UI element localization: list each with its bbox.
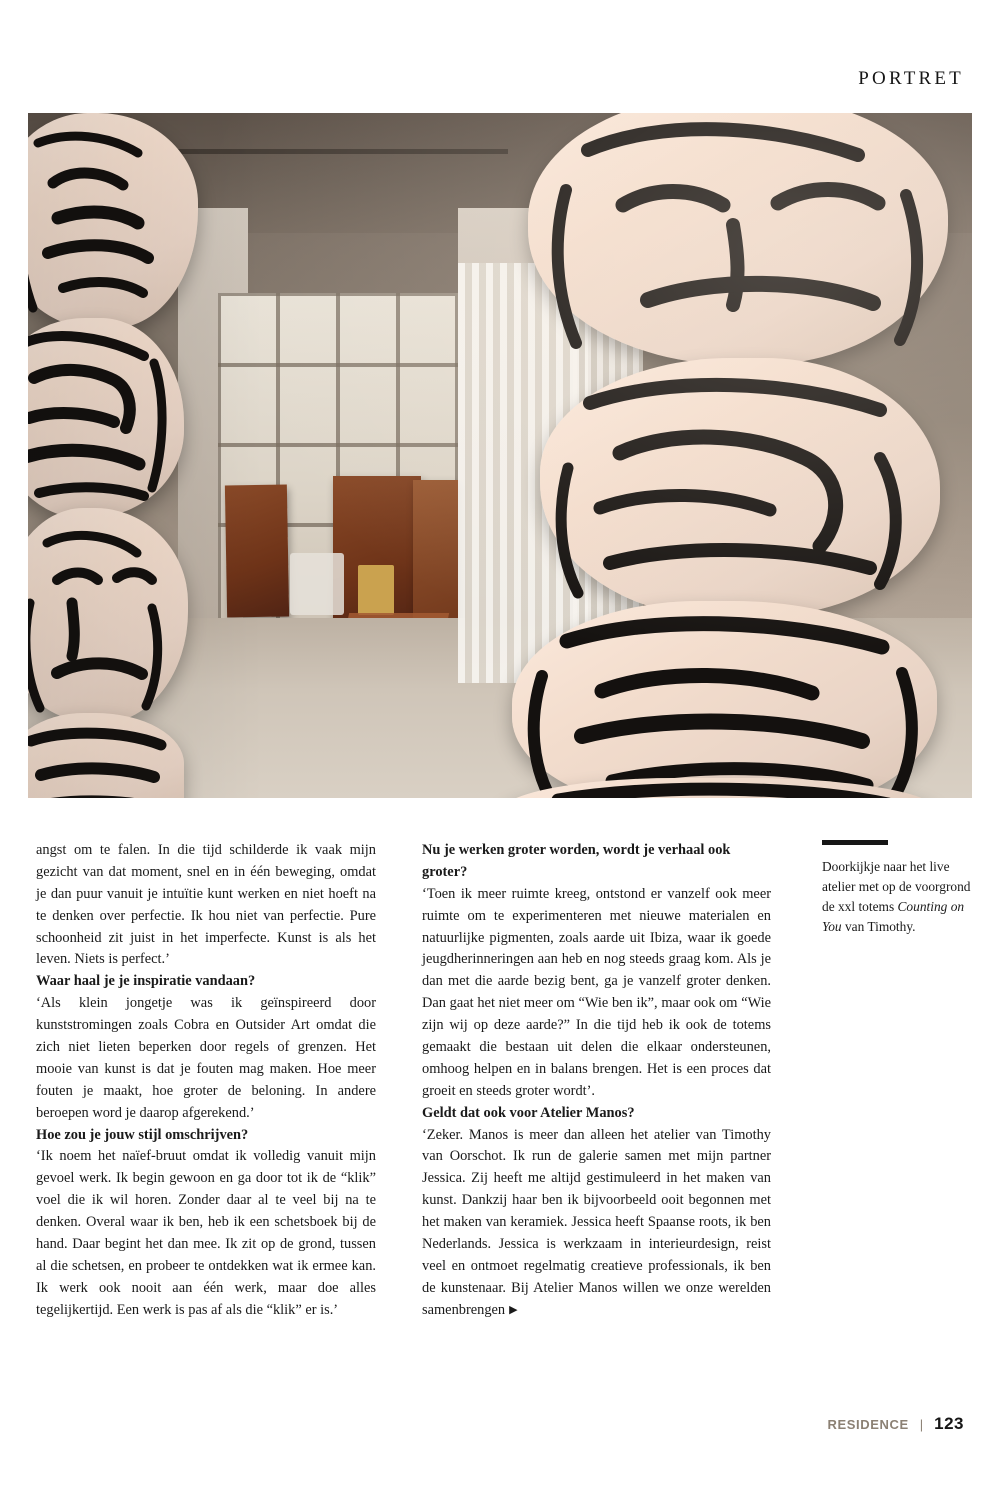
photo-caption-column: [822, 840, 972, 937]
text-column-left: [36, 840, 376, 1322]
page-section-header: PORTRET: [858, 68, 964, 89]
footer-brand: RESIDENCE: [827, 1417, 909, 1432]
answer-paragraph: [422, 1125, 771, 1322]
answer-paragraph: ‘Ik noem het naïef-bruut omdat ik volledig vanuit mijn gevoel werk. Ik begin gewoon en ga door tot ik de “klik” voel die ik wil horen. Zonder daar al te veel bij na te denken. Overal waar ik ben, heb ik een schetsboek bij de hand. Daar begint het dan mee. Ik zit op de grond, tussen al die schetsen, en probeer te ontdekken wat ik ermee kan. Ik werk ook nooit aan één werk, maar doe alles tegelijkertijd. Een werk is pas af als die “klik” er is.’: [36, 1148, 376, 1318]
article-photograph: [28, 113, 972, 798]
question-heading: Nu je werken groter worden, wordt je verhaal ook groter?: [422, 842, 731, 880]
caption-line-1: Doorkijkje naar het live atelier met op de voorgrond de xxl totems: [822, 859, 971, 915]
answer-text: ‘Zeker. Manos is meer dan alleen het atelier van Timothy van Oorschot. Ik run de galerie samen met mijn partner Jessica. Zij heeft me altijd gestimuleerd in het maken van kunst. Dankzij haar ben ik bijvoorbeeld ooit begonnen met het maken van keramiek. Jessica heeft Spaanse roots, ik ben Nederlands. Jessica is werkzaam in interieurdesign, reist veel en ontmoet regelmatig creatieve professionals, ik ben de kunstenaar. Bij Atelier Manos willen we onze werelden samenbrengen: [422, 1126, 771, 1318]
totem-segment: [28, 318, 184, 518]
text-column-middle: [422, 840, 771, 1322]
question-heading: Geldt dat ook voor Atelier Manos?: [422, 1104, 635, 1121]
totem-segment: [512, 601, 937, 798]
answer-paragraph: ‘Toen ik meer ruimte kreeg, ontstond er vanzelf ook meer ruimte om te experimenteren met nieuwe materialen en natuurlijke pigmenten, zoals aarde uit Ibiza, waar ik goede jeugdherinneringen aan heb en nog steeds graag kom. Als je dan met die aarde bezig bent, ga je vanzelf groter denken. Dan gaat het niet meer om “Wie ben ik”, maar ook om “Wie zijn wij op deze aarde?” In die tijd heb ik ook de totems gemaakt die bestaan uit delen die elkaar ondersteunen, omhoog helpen en in balans brengen. Het is een proces dat groeit en steeds groter wordt’.: [422, 885, 771, 1099]
caption-artwork-title: Counting on You: [822, 899, 965, 935]
studio-stool: [358, 565, 394, 615]
answer-paragraph: ‘Als klein jongetje was ik geïnspireerd door kunststromingen zoals Cobra en Outsider Art omdat die zich niet lieten beperken door regels of grenzen. Het mooie van kunst is dat je fouten mag maken. Hoe meer fouten je maakt, hoe groter de beloning. In andere beroepen word je daarop afgerekend.’: [36, 995, 376, 1121]
photo-canvas: [28, 113, 972, 798]
artwork-canvas: [413, 480, 458, 620]
continue-arrow-icon: ▶: [509, 1303, 518, 1316]
caption-rule: [822, 840, 888, 845]
photo-caption: [822, 857, 972, 937]
caption-line-2: van Timothy.: [841, 919, 916, 935]
page-number: 123: [934, 1414, 964, 1433]
totem-base: [498, 778, 938, 798]
totem-segment: [28, 113, 198, 328]
studio-cart: [290, 553, 344, 615]
totem-segment-face: [528, 113, 948, 365]
totem-base: [28, 713, 184, 798]
question-heading: Waar haal je je inspiratie vandaan?: [36, 973, 256, 990]
page-footer: [827, 1414, 964, 1434]
artwork-canvas: [225, 484, 289, 617]
totem-segment-face: [28, 508, 188, 723]
paragraph-continuation: angst om te falen. In die tijd schilderde ik vaak mijn gezicht van dat moment, snel en in één beweging, omdat je dan puur vanuit je intuïtie kunt werken en niet hoeft na te denken over perfectie. Ik hou niet van perfectie. Pure schoonheid zit juist in het imperfecte. Kunst is als het leven. Niets is perfect.’: [36, 842, 376, 968]
footer-separator: |: [919, 1417, 924, 1432]
question-heading: Hoe zou je jouw stijl omschrijven?: [36, 1126, 249, 1143]
totem-segment: [540, 358, 940, 618]
